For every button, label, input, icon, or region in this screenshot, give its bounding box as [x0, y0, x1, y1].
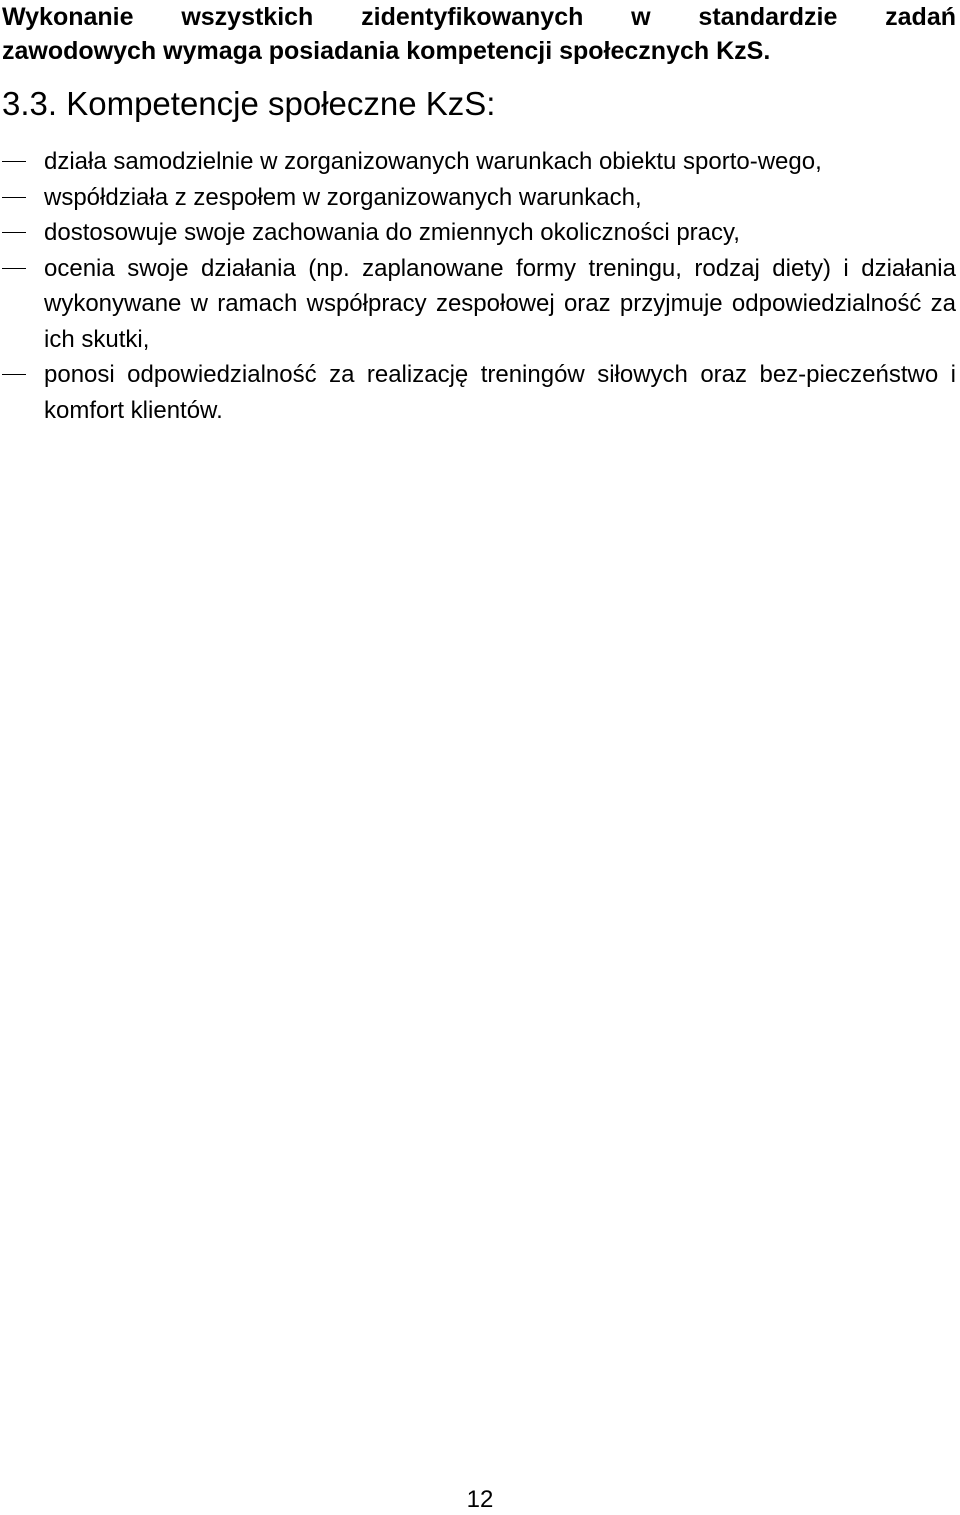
list-item [0, 251, 960, 358]
section-number: 3.3. [2, 85, 58, 122]
list-item-text: ponosi odpowiedzialność za realizację treningów siłowych oraz bez-pieczeństwo i komfort klientów. [44, 361, 956, 424]
list-item-text: działa samodzielnie w zorganizowanych warunkach obiektu sporto-wego, [44, 148, 822, 175]
list-item [0, 144, 960, 180]
intro-line-2: zawodowych wymaga posiadania kompetencji społecznych KzS. [2, 37, 771, 65]
dash-bullet-icon [2, 268, 26, 269]
section-title: Kompetencje społeczne KzS: [66, 85, 496, 122]
list-item-text: ocenia swoje działania (np. zaplanowane formy treningu, rodzaj diety) i działania wykonywane w ramach współpracy zespołowej oraz przyjmuje odpowiedzialność za ich skutki, [44, 254, 956, 353]
intro-line-1: Wykonanie wszystkich zidentyfikowanych w standardzie zadań [2, 3, 956, 31]
dash-bullet-icon [2, 374, 26, 375]
competencies-list [0, 144, 960, 428]
dash-bullet-icon [2, 161, 26, 162]
intro-paragraph [2, 0, 956, 68]
list-item-text: współdziała z zespołem w zorganizowanych warunkach, [44, 183, 642, 211]
dash-bullet-icon [2, 197, 26, 198]
dash-bullet-icon [2, 232, 26, 233]
list-item-text: dostosowuje swoje zachowania do zmiennych okoliczności pracy, [44, 219, 740, 246]
list-item [0, 180, 960, 216]
section-heading [2, 82, 495, 126]
list-item [0, 215, 960, 251]
page-number: 12 [466, 1486, 494, 1513]
list-item [0, 357, 960, 428]
